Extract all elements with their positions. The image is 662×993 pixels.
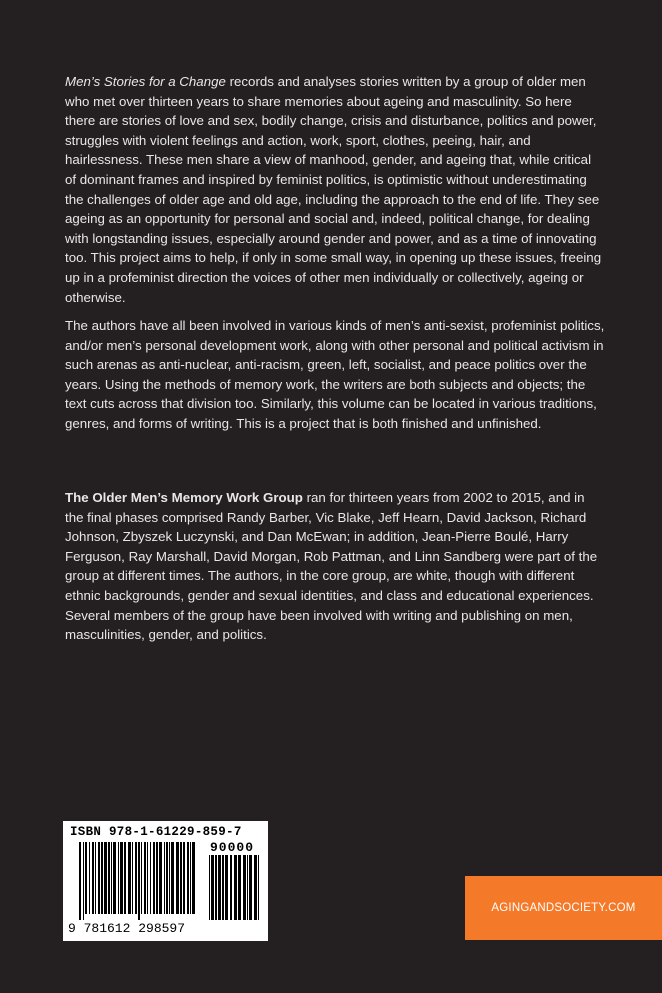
group-name: The Older Men’s Memory Work Group — [65, 490, 303, 505]
website-link[interactable]: AGINGANDSOCIETY.COM — [465, 876, 662, 940]
blurb-paragraph-2: The authors have all been involved in various kinds of men’s anti-sexist, profeminist politics, and/or men’s personal development work, along with other personal and political activism in such arenas as anti-nuclear, anti-racism, green, left, socialist, and peace politics over the years. Using the methods of memory work, the writers are both subjects and objects; the text cuts across that division too. Similarly, this volume can be located in various traditions, genres, and forms of writing. This is a project that is both finished and unfinished. — [65, 318, 605, 431]
barcode-digits: 9 781612 298597 — [68, 921, 186, 936]
blurb-paragraph-1-text: records and analyses stories written by a group of older men who met over thirteen years to share memories about ageing and masculinity. So here there are stories of love and sex, bodily change, crisis and disturbance, politics and power, struggles with violent feelings and action, work, sport, clothes, peeing, hair, and hairlessness. These men share a view of manhood, gender, and ageing that, while critical of dominant frames and inspired by feminist politics, is optimistic without underestimating the challenges of older age and old age, including the approach to the end of life. They see ageing as an opportunity for personal and social and, indeed, political change, for dealing with longstanding issues, especially around gender and power, and as a time of innovating too. This project aims to help, if only in some small way, in opening up these issues, freeing up in a profeminist direction the voices of other men individually or collectively, ageing or otherwise. — [65, 74, 602, 305]
barcode-addon-bars-icon — [209, 855, 261, 920]
isbn-barcode — [63, 821, 268, 941]
blurb-paragraph-1 — [65, 72, 605, 307]
blurb-paragraph-3-text: ran for thirteen years from 2002 to 2015, and in the final phases comprised Randy Barber, Vic Blake, Jeff Hearn, David Jackson, Richard Johnson, Zbyszek Luczynski, and Dan McEwan; in addition, Jean-Pierre Boulé, Harry Ferguson, Ray Marshall, David Morgan, Rob Pattman, and Linn Sandberg were part of the group at different times. The authors, in the core group, are white, though with different ethnic backgrounds, gender and sexual identities, and class and educational experiences. Several members of the group have been involved with writing and publishing on men, masculinities, gender, and politics. — [65, 490, 598, 643]
price-code: 90000 — [210, 840, 255, 855]
book-title: Men’s Stories for a Change — [65, 74, 226, 89]
barcode-bars-icon — [79, 842, 197, 920]
isbn-label: ISBN 978-1-61229-859-7 — [70, 825, 242, 839]
blurb-paragraph-3 — [65, 488, 605, 645]
